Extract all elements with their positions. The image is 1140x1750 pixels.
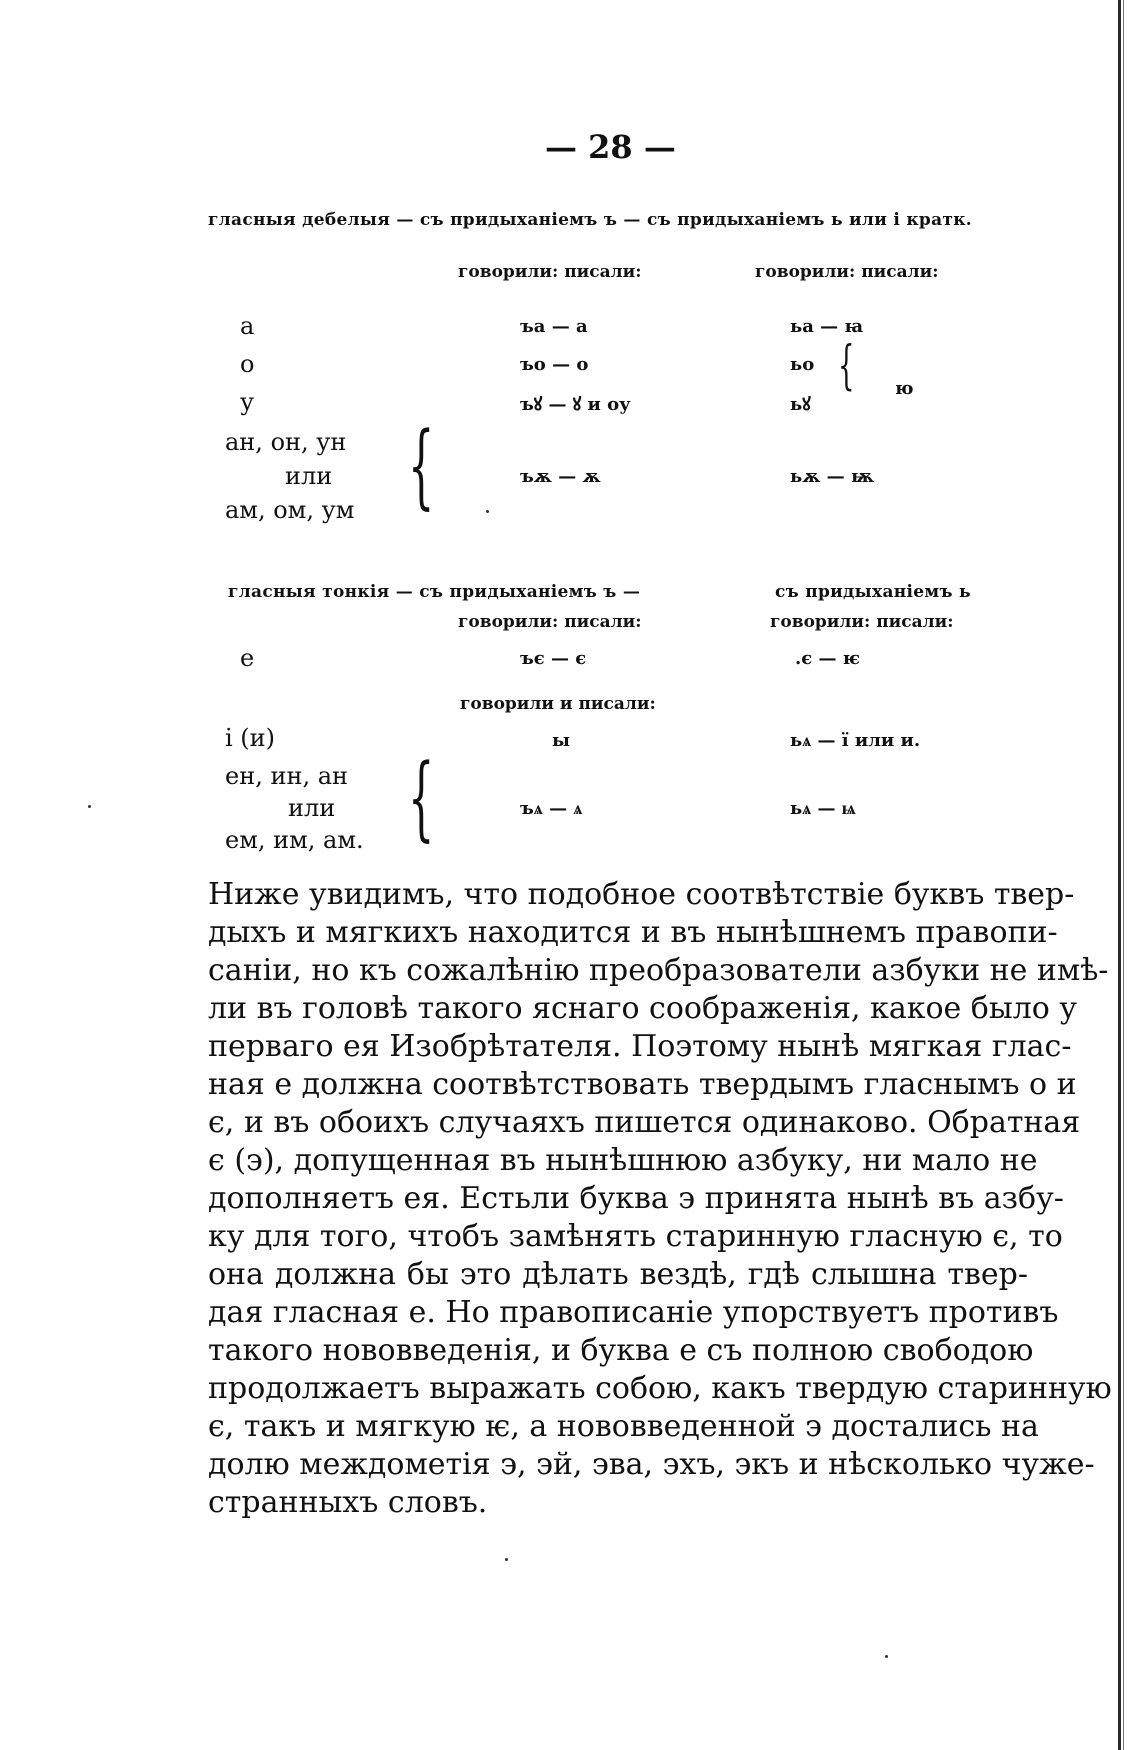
speck	[88, 805, 91, 808]
paragraph-line: продолжаетъ выражать собою, какъ твердую старинную	[208, 1371, 1112, 1406]
speck	[885, 1655, 888, 1658]
nasal2-line2: или	[288, 794, 336, 822]
paragraph-line: странныхъ словъ.	[208, 1485, 488, 1520]
paragraph-line: Ниже увидимъ, что подобное соотвѣтствіе буквъ твер-	[208, 877, 1075, 912]
paragraph-line: такого нововведенія, и буква е съ полною свободою	[208, 1333, 1034, 1368]
section2-subheader-right: говорили: писали:	[770, 612, 954, 632]
section2-subheader-left: говорили: писали:	[458, 612, 642, 632]
brace-right-small: {	[838, 336, 855, 396]
speck	[486, 510, 489, 513]
paragraph-line: ли въ головѣ такого яснаго соображенія, какое было у	[208, 991, 1078, 1026]
section1-subheader-left: говорили: писали:	[458, 262, 642, 282]
row-o-right: ьо	[790, 354, 815, 375]
paragraph-line: є, и въ обоихъ случаяхъ пишется одинаково. Обратная	[208, 1105, 1081, 1140]
page-edge-shadow	[1118, 0, 1121, 1750]
vowel-i: і (и)	[225, 724, 276, 752]
nasal1-line1: ан, он, ун	[225, 428, 347, 456]
row-a-left: ъа — а	[520, 316, 588, 337]
nasal2-left: ъѧ — ѧ	[520, 798, 583, 819]
nasal2-right: ьѧ — ѩ	[790, 798, 856, 819]
section2-heading-right: съ придыханіемъ ь	[775, 582, 971, 602]
paragraph-line: ку для того, чтобъ замѣнять старинную гласную є, то	[208, 1219, 1063, 1254]
page-number: — 28 —	[545, 128, 676, 166]
page-edge-line	[1123, 0, 1124, 1750]
paragraph-line: ная е должна соотвѣтствовать твердымъ гласнымъ о и	[208, 1067, 1077, 1102]
nasal1-line2: или	[285, 462, 333, 490]
speck	[505, 1558, 508, 1561]
nasal2-line1: ен, ин, ан	[225, 762, 349, 790]
nasal1-line3: ам, ом, ум	[225, 496, 355, 524]
vowel-o: о	[240, 350, 255, 378]
paragraph-line: саніи, но къ сожалѣнію преобразователи азбуки не имѣ-	[208, 953, 1109, 988]
paragraph-line: долю междометія э, эй, эва, эхъ, экъ и нѣсколько чуже-	[208, 1447, 1095, 1482]
paragraph-line: дополняетъ ея. Естьли буква э принята нынѣ въ азбу-	[208, 1181, 1064, 1216]
brace-nasal1: {	[408, 412, 435, 519]
merged-yu: ю	[895, 378, 914, 399]
paragraph-line: дыхъ и мягкихъ находится и въ нынѣшнемъ правопи-	[208, 915, 1058, 950]
section2-heading-left: гласныя тонкія — съ придыханіемъ ъ —	[228, 582, 641, 602]
row-u-left: ъꙋ — ꙋ и оу	[520, 394, 631, 415]
paragraph-line: є, такъ и мягкую ѥ, а нововведенной э достались на	[208, 1409, 1039, 1444]
section1-subheader-right: говорили: писали:	[755, 262, 939, 282]
row-e-right: .є — ѥ	[795, 648, 861, 669]
brace-nasal2: {	[408, 744, 435, 851]
nasal1-left: ъѫ — ѫ	[520, 466, 601, 487]
paragraph-line: дая гласная е. Но правописаніе упорствуетъ противъ	[208, 1295, 1059, 1330]
paragraph-line: перваго ея Изобрѣтателя. Поэтому нынѣ мягкая глас-	[208, 1029, 1072, 1064]
paragraph-line: она должна бы это дѣлать вездѣ, гдѣ слышна твер-	[208, 1257, 1028, 1292]
section2-subheader-center: говорили и писали:	[460, 694, 656, 714]
row-i-right: ьѧ — ї или и.	[790, 730, 921, 751]
paragraph-line: є (э), допущенная въ нынѣшнюю азбуку, ни мало не	[208, 1143, 1038, 1178]
row-u-right: ьꙋ	[790, 394, 811, 415]
row-o-left: ъо — о	[520, 354, 589, 375]
vowel-a: а	[240, 312, 255, 340]
vowel-e: е	[240, 644, 255, 672]
body-paragraph	[208, 876, 1112, 1522]
row-a-right: ьа — ꙗ	[790, 316, 864, 337]
row-i-left: ы	[552, 730, 571, 751]
vowel-u: у	[240, 388, 255, 416]
section1-heading: гласныя дебелыя — съ придыханіемъ ъ — съ придыханіемъ ь или і кратк.	[208, 210, 973, 230]
nasal2-line3: ем, им, ам.	[225, 826, 364, 854]
nasal1-right: ьѫ — ѭ	[790, 466, 875, 487]
row-e-left: ъє — є	[520, 648, 587, 669]
